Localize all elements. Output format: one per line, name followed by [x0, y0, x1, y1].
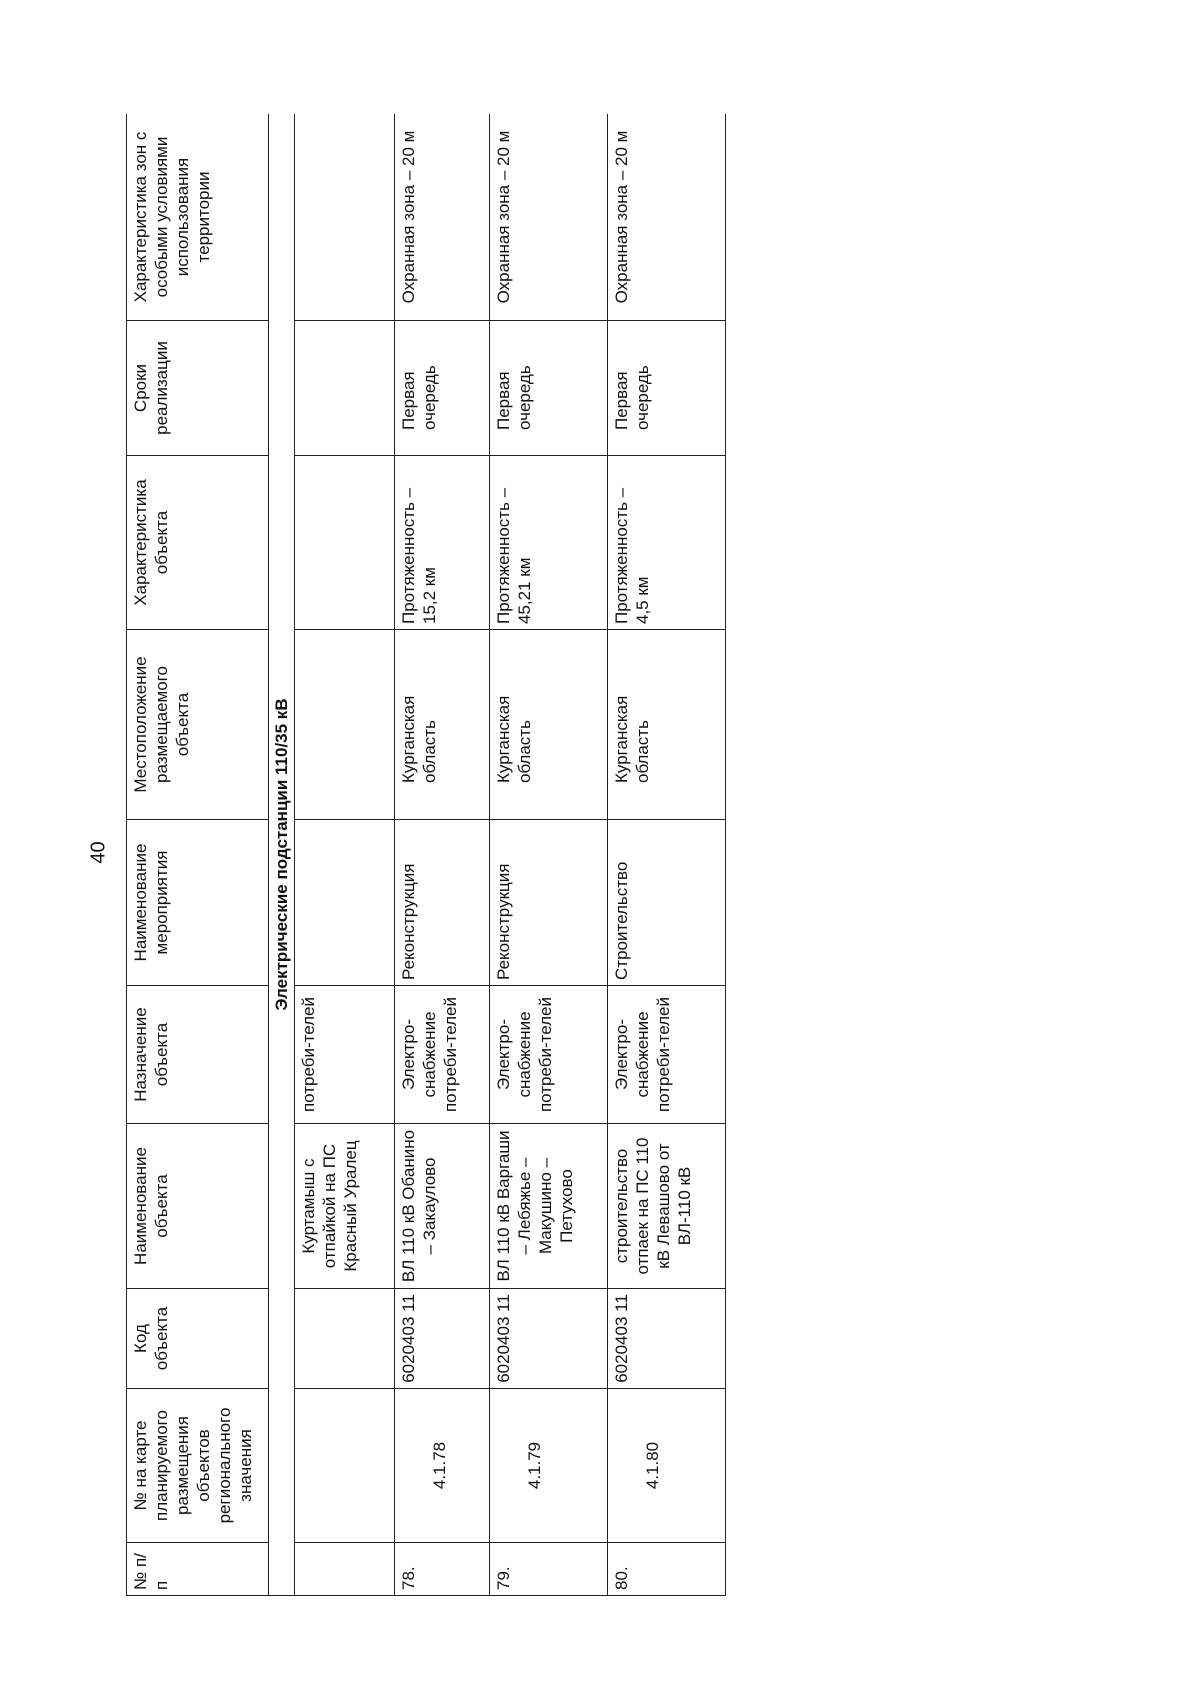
cell-object-name: ВЛ 110 кВ Обанино – Закаулово [394, 1124, 489, 1289]
cell-num [294, 1543, 394, 1596]
page-number-text: 40 [87, 840, 110, 864]
cell-term: Первая очередь [394, 321, 489, 456]
cell-term [294, 321, 394, 456]
header-location: Местоположение размещаемого объекта [127, 630, 269, 820]
table-viewport [126, 114, 726, 1596]
cell-zone: Охранная зона – 20 м [394, 114, 489, 321]
cell-location: Курганская область [490, 630, 607, 820]
cell-map-num: 4.1.78 [394, 1389, 489, 1543]
cell-location: Курганская область [607, 630, 725, 820]
cell-purpose: Электро-снабжение потреби-телей [490, 986, 607, 1124]
header-map-num: № на карте планируемого размещения объектов регионального значения [127, 1389, 269, 1543]
header-zone: Характеристика зон с особыми условиями использования территории [127, 114, 269, 321]
rotated-table-container [126, 114, 726, 1596]
cell-object-name: строительство отпаек на ПС 110 кВ Левашово от ВЛ-110 кВ [607, 1124, 725, 1289]
cell-code: 6020403 11 [607, 1289, 725, 1389]
cell-characteristic [294, 456, 394, 630]
cell-map-num [294, 1389, 394, 1543]
cell-code: 6020403 11 [490, 1289, 607, 1389]
cell-action: Реконструкция [490, 820, 607, 986]
regional-objects-table [126, 114, 726, 1596]
cell-action: Реконструкция [394, 820, 489, 986]
section-row [269, 114, 294, 1596]
table-row [394, 114, 489, 1596]
cell-zone [294, 114, 394, 321]
table-row [294, 114, 394, 1596]
table-row [490, 114, 607, 1596]
cell-location: Курганская область [394, 630, 489, 820]
cell-characteristic: Протяженность – 45,21 км [490, 456, 607, 630]
cell-num: 78. [394, 1543, 489, 1596]
header-num: № п/п [127, 1543, 269, 1596]
header-code: Код объекта [127, 1289, 269, 1389]
header-characteristic: Характеристика объекта [127, 456, 269, 630]
cell-code [294, 1289, 394, 1389]
cell-action [294, 820, 394, 986]
header-term: Сроки реализации [127, 321, 269, 456]
cell-zone: Охранная зона – 20 м [607, 114, 725, 321]
cell-characteristic: Протяженность – 15,2 км [394, 456, 489, 630]
cell-term: Первая очередь [607, 321, 725, 456]
section-title: Электрические подстанции 110/35 кВ [269, 114, 294, 1596]
cell-zone: Охранная зона – 20 м [490, 114, 607, 321]
cell-action: Строительство [607, 820, 725, 986]
header-purpose: Назначение объекта [127, 986, 269, 1124]
cell-object-name: Куртамыш с отпайкой на ПС Красный Уралец [294, 1124, 394, 1289]
cell-characteristic: Протяженность – 4,5 км [607, 456, 725, 630]
cell-code: 6020403 11 [394, 1289, 489, 1389]
cell-location [294, 630, 394, 820]
header-object-name: Наименование объекта [127, 1124, 269, 1289]
table-header-row [127, 114, 269, 1596]
cell-num: 80. [607, 1543, 725, 1596]
cell-map-num: 4.1.79 [490, 1389, 607, 1543]
cell-num: 79. [490, 1543, 607, 1596]
cell-map-num: 4.1.80 [607, 1389, 725, 1543]
cell-purpose: потреби-телей [294, 986, 394, 1124]
cell-purpose: Электро-снабжение потреби-телей [607, 986, 725, 1124]
cell-purpose: Электро-снабжение потреби-телей [394, 986, 489, 1124]
cell-object-name: ВЛ 110 кВ Варгаши – Лебяжье – Макушино – Петухово [490, 1124, 607, 1289]
page-number [88, 837, 110, 867]
cell-term: Первая очередь [490, 321, 607, 456]
header-action: Наименование мероприятия [127, 820, 269, 986]
table-row [607, 114, 725, 1596]
